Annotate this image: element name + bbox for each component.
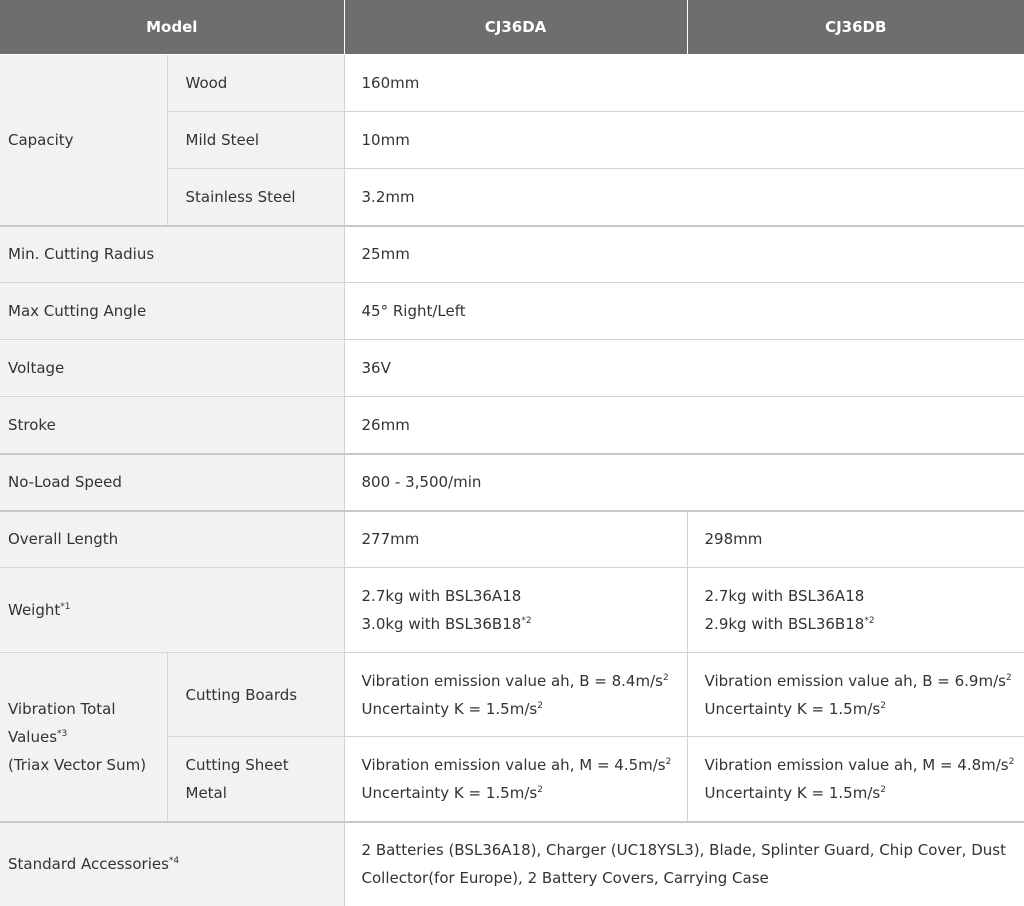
vibration-sheet-cj36da-line1 [362,751,687,779]
exponent: 2 [662,672,669,683]
vibration-label-line1: Vibration Total [8,699,116,718]
vibration-value-text: Vibration emission value ah, B = 6.9m/s [704,671,1006,690]
footnote-mark: *3 [57,728,68,739]
capacity-label: Capacity [0,55,167,226]
standard-accessories-line2: Collector(for Europe), 2 Battery Covers, Carrying Case [361,869,769,887]
no-load-speed-label: No-Load Speed [0,454,344,511]
vibration-value-text: Vibration emission value ah, B = 8.4m/s [361,671,663,690]
max-cutting-angle-value: 45° Right/Left [344,283,1024,340]
vibration-sheet-cj36da [344,737,687,822]
weight-cj36da-line1: 2.7kg with BSL36A18 [361,587,522,605]
overall-length-cj36da: 277mm [344,511,687,568]
standard-accessories-label-text: Standard Accessories [8,855,169,873]
table-row [0,511,1024,568]
vibration-boards-cj36da [344,653,687,737]
voltage-value: 36V [344,340,1024,397]
weight-cj36db [687,568,1024,653]
table-row [0,454,1024,511]
standard-accessories-line1: 2 Batteries (BSL36A18), Charger (UC18YSL3), Blade, Splinter Guard, Chip Cover, Dust [361,841,1006,859]
table-row [0,283,1024,340]
exponent: 2 [537,784,543,795]
table-row [0,226,1024,283]
vibration-sheet-cj36db-line2 [705,779,1024,807]
capacity-wood-label: Wood [167,55,344,112]
footnote-mark: *2 [864,616,875,626]
vibration-label-line3: (Triax Vector Sum) [8,755,147,774]
weight-cj36db-line2-text: 2.9kg with BSL36B18 [704,615,865,633]
voltage-label: Voltage [0,340,344,397]
table-row [0,568,1024,653]
uncertainty-text: Uncertainty K = 1.5m/s [361,783,538,802]
capacity-stainless-steel-value: 3.2mm [344,169,1024,226]
capacity-mild-steel-value: 10mm [344,112,1024,169]
standard-accessories-label [0,822,344,906]
capacity-stainless-steel-label: Stainless Steel [167,169,344,226]
exponent: 2 [1005,672,1012,683]
vibration-sheet-cj36db-line1 [705,751,1024,779]
vibration-sheet-cj36db [687,737,1024,822]
vibration-label [0,653,167,822]
overall-length-label: Overall Length [0,511,344,568]
stroke-label: Stroke [0,397,344,454]
table-row [0,822,1024,906]
uncertainty-text: Uncertainty K = 1.5m/s [361,699,538,718]
table-row [0,397,1024,454]
vibration-value-text: Vibration emission value ah, M = 4.8m/s [704,755,1009,774]
weight-cj36db-line1: 2.7kg with BSL36A18 [704,587,865,605]
exponent: 2 [880,700,886,711]
stroke-value: 26mm [344,397,1024,454]
uncertainty-text: Uncertainty K = 1.5m/s [704,699,881,718]
capacity-mild-steel-label: Mild Steel [167,112,344,169]
header-row [0,0,1024,55]
vibration-boards-cj36db-line2 [705,695,1024,723]
vibration-cutting-sheet-metal-label [167,737,344,822]
header-cj36db: CJ36DB [687,0,1024,55]
table-row [0,653,1024,737]
weight-cj36da-line2-text: 3.0kg with BSL36B18 [361,615,522,633]
no-load-speed-value: 800 - 3,500/min [344,454,1024,511]
vibration-boards-cj36db-line1 [705,667,1024,695]
vibration-boards-cj36db [687,653,1024,737]
weight-cj36da [344,568,687,653]
vibration-label-line2-text: Values [8,727,58,746]
footnote-mark: *4 [168,856,180,866]
vibration-label-line2 [8,723,167,751]
vibration-cutting-boards-label: Cutting Boards [167,653,344,737]
footnote-mark: *2 [521,616,532,626]
max-cutting-angle-label: Max Cutting Angle [0,283,344,340]
exponent: 2 [1008,756,1015,767]
exponent: 2 [665,756,672,767]
table-row [0,340,1024,397]
weight-cj36db-line2 [705,610,1024,638]
header-model: Model [0,0,344,55]
exponent: 2 [880,784,886,795]
footnote-mark: *1 [60,602,71,612]
overall-length-cj36db: 298mm [687,511,1024,568]
sheet-metal-label-line1: Cutting Sheet [185,755,289,774]
vibration-sheet-cj36da-line2 [362,779,687,807]
uncertainty-text: Uncertainty K = 1.5m/s [704,783,881,802]
weight-cj36da-line2 [362,610,687,638]
sheet-metal-label-line2: Metal [185,783,227,802]
min-cutting-radius-value: 25mm [344,226,1024,283]
min-cutting-radius-label: Min. Cutting Radius [0,226,344,283]
weight-label [0,568,344,653]
table-row [0,55,1024,112]
weight-label-text: Weight [8,601,61,619]
standard-accessories-value [344,822,1024,906]
exponent: 2 [537,700,543,711]
capacity-wood-value: 160mm [344,55,1024,112]
vibration-boards-cj36da-line1 [362,667,687,695]
vibration-value-text: Vibration emission value ah, M = 4.5m/s [361,755,666,774]
header-cj36da: CJ36DA [344,0,687,55]
vibration-boards-cj36da-line2 [362,695,687,723]
